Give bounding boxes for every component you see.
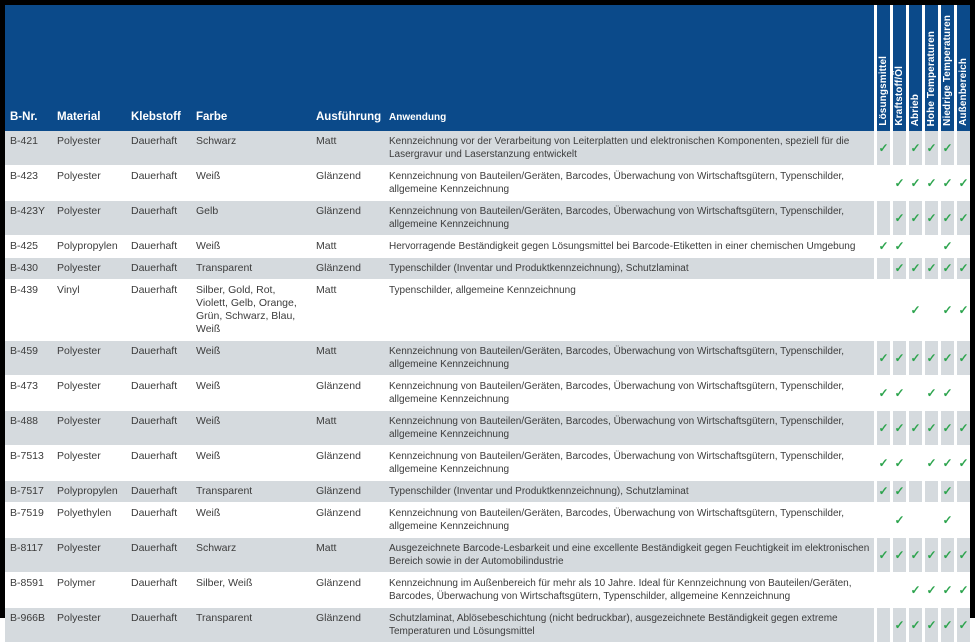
check-column-label: Lösungsmittel (878, 56, 889, 126)
checkmark-icon: ✓ (954, 280, 970, 340)
cell-anwendung: Kennzeichnung von Bauteilen/Geräten, Barcodes, Überwachung von Wirtschaftsgütern, Typenschilder, allgemeine Kennzeichnung (389, 508, 845, 532)
check-column-header (938, 5, 954, 131)
checkmark-icon: ✓ (906, 538, 922, 572)
cell-ausfuehrung: Glänzend (316, 485, 361, 497)
checkmark-empty (922, 236, 938, 257)
cell-klebstoff: Dauerhaft (131, 485, 178, 497)
cell-material: Polyester (57, 345, 101, 357)
checkmark-icon: ✓ (954, 201, 970, 235)
checkmark-icon: ✓ (874, 341, 890, 375)
checkmark-icon: ✓ (922, 131, 938, 165)
cell-anwendung: Kennzeichnung vor der Verarbeitung von Leiterplatten und elektronischen Komponenten, speziell für die Lasergravur und Laserstanzung entwickelt (389, 136, 850, 160)
cell-anwendung: Kennzeichnung von Bauteilen/Geräten, Barcodes, Überwachung von Wirtschaftsgütern, Typenschilder, allgemeine Kennzeichnung (389, 206, 845, 230)
checkmark-empty (954, 503, 970, 537)
checkmark-icon: ✓ (874, 376, 890, 410)
checkmark-icon: ✓ (890, 538, 906, 572)
checkmark-icon: ✓ (906, 131, 922, 165)
cell-ausfuehrung: Matt (316, 284, 337, 296)
cell-anwendung: Ausgezeichnete Barcode-Lesbarkeit und eine excellente Beständigkeit gegen Feuchtigkeit im elektronischen Bereich sowie in der Automobilindustrie (389, 543, 870, 567)
cell-ausfuehrung: Glänzend (316, 450, 361, 462)
checkmark-empty (906, 236, 922, 257)
cell-anwendung: Kennzeichnung im Außenbereich für mehr als 10 Jahre. Ideal für Kennzeichnung von Bauteilen/Geräten, Barcodes, Überwachung von Wirtschaftsgütern, Typenschilder, allgemeine Kennzeichnung (389, 578, 852, 602)
checkmark-icon: ✓ (938, 131, 954, 165)
table-row (5, 131, 970, 166)
checkmark-empty (906, 481, 922, 502)
checkmark-icon: ✓ (938, 411, 954, 445)
checkmark-icon: ✓ (922, 201, 938, 235)
cell-anwendung: Kennzeichnung von Bauteilen/Geräten, Barcodes, Überwachung von Wirtschaftsgütern, Typenschilder, allgemeine Kennzeichnung (389, 346, 845, 370)
cell-klebstoff: Dauerhaft (131, 262, 178, 274)
cell-bnr: B-7519 (10, 507, 44, 519)
cell-material: Polyester (57, 415, 101, 427)
column-header-ausfuehrung (311, 5, 384, 131)
cell-farbe: Weiß (196, 507, 221, 519)
column-header-label: Material (57, 111, 101, 123)
checkmark-icon: ✓ (874, 481, 890, 502)
cell-anwendung: Typenschilder (Inventar und Produktkennzeichnung), Schutzlaminat (389, 486, 689, 497)
checkmark-icon: ✓ (890, 503, 906, 537)
checkmark-empty (874, 503, 890, 537)
checkmark-empty (954, 481, 970, 502)
cell-material: Polyester (57, 262, 101, 274)
checkmark-icon: ✓ (938, 481, 954, 502)
checkmark-empty (922, 280, 938, 340)
checkmark-empty (954, 131, 970, 165)
cell-bnr: B-7517 (10, 485, 44, 497)
cell-farbe: Transparent (196, 485, 253, 497)
cell-farbe: Silber, Gold, Rot, Violett, Gelb, Orange, Grün, Schwarz, Blau, Weiß (196, 284, 297, 335)
cell-material: Polyester (57, 612, 101, 624)
table-header (5, 5, 970, 131)
checkmark-icon: ✓ (874, 411, 890, 445)
check-column-label: Außenbereich (958, 58, 969, 126)
table-row (5, 341, 970, 376)
cell-ausfuehrung: Matt (316, 345, 337, 357)
cell-farbe: Weiß (196, 415, 221, 427)
checkmark-icon: ✓ (938, 201, 954, 235)
cell-bnr: B-425 (10, 240, 39, 252)
checkmark-icon: ✓ (890, 376, 906, 410)
checkmark-empty (874, 201, 890, 235)
cell-bnr: B-423Y (10, 205, 46, 217)
cell-bnr: B-966B (10, 612, 46, 624)
check-column-label: Abrieb (910, 93, 921, 126)
table-row (5, 446, 970, 481)
check-column-label: Niedrige Temperaturen (942, 15, 953, 126)
checkmark-icon: ✓ (890, 341, 906, 375)
checkmark-icon: ✓ (890, 201, 906, 235)
cell-klebstoff: Dauerhaft (131, 450, 178, 462)
checkmark-icon: ✓ (890, 608, 906, 642)
cell-ausfuehrung: Glänzend (316, 262, 361, 274)
checkmark-icon: ✓ (938, 503, 954, 537)
cell-bnr: B-8117 (10, 542, 44, 554)
cell-farbe: Weiß (196, 380, 221, 392)
checkmark-icon: ✓ (922, 166, 938, 200)
checkmark-icon: ✓ (906, 411, 922, 445)
cell-bnr: B-421 (10, 135, 39, 147)
column-header-label: Farbe (196, 111, 228, 123)
checkmark-empty (906, 376, 922, 410)
checkmark-icon: ✓ (922, 446, 938, 480)
cell-anwendung: Hervorragende Beständigkeit gegen Lösungsmittel bei Barcode-Etiketten in einer chemischen Umgebung (389, 241, 856, 252)
cell-material: Polyester (57, 170, 101, 182)
checkmark-empty (906, 446, 922, 480)
checkmark-empty (874, 280, 890, 340)
cell-anwendung: Kennzeichnung von Bauteilen/Geräten, Barcodes, Überwachung von Wirtschaftsgütern, Typenschilder, allgemeine Kennzeichnung (389, 171, 845, 195)
checkmark-icon: ✓ (938, 258, 954, 279)
table-row (5, 258, 970, 280)
cell-ausfuehrung: Glänzend (316, 612, 361, 624)
cell-anwendung: Kennzeichnung von Bauteilen/Geräten, Barcodes, Überwachung von Wirtschaftsgütern, Typenschilder, allgemeine Kennzeichnung (389, 451, 845, 475)
cell-bnr: B-8591 (10, 577, 44, 589)
cell-farbe: Weiß (196, 450, 221, 462)
cell-bnr: B-473 (10, 380, 39, 392)
table-row (5, 538, 970, 573)
cell-anwendung: Kennzeichnung von Bauteilen/Geräten, Barcodes, Überwachung von Wirtschaftsgütern, Typenschilder, allgemeine Kennzeichnung (389, 416, 845, 440)
column-header-label: B-Nr. (10, 111, 38, 123)
cell-klebstoff: Dauerhaft (131, 380, 178, 392)
cell-farbe: Weiß (196, 345, 221, 357)
checkmark-icon: ✓ (874, 236, 890, 257)
cell-bnr: B-430 (10, 262, 39, 274)
cell-material: Polyester (57, 542, 101, 554)
cell-material: Vinyl (57, 284, 80, 296)
check-column-header (874, 5, 890, 131)
column-header-farbe (191, 5, 311, 131)
cell-bnr: B-439 (10, 284, 39, 296)
checkmark-icon: ✓ (922, 538, 938, 572)
checkmark-icon: ✓ (938, 280, 954, 340)
table-row (5, 503, 970, 538)
checkmark-icon: ✓ (890, 258, 906, 279)
checkmark-empty (922, 503, 938, 537)
checkmark-icon: ✓ (938, 236, 954, 257)
cell-klebstoff: Dauerhaft (131, 170, 178, 182)
cell-farbe: Schwarz (196, 542, 237, 554)
checkmark-icon: ✓ (874, 446, 890, 480)
checkmark-icon: ✓ (906, 166, 922, 200)
material-spec-table (5, 5, 970, 637)
checkmark-empty (890, 280, 906, 340)
checkmark-empty (874, 608, 890, 642)
column-header-label: Klebstoff (131, 111, 181, 123)
cell-farbe: Transparent (196, 612, 253, 624)
table-row (5, 166, 970, 201)
checkmark-icon: ✓ (954, 573, 970, 607)
cell-klebstoff: Dauerhaft (131, 284, 178, 296)
cell-klebstoff: Dauerhaft (131, 507, 178, 519)
checkmark-icon: ✓ (874, 131, 890, 165)
checkmark-icon: ✓ (906, 258, 922, 279)
column-header-label: Ausführung (316, 111, 382, 123)
checkmark-empty (922, 481, 938, 502)
checkmark-icon: ✓ (906, 280, 922, 340)
checkmark-icon: ✓ (938, 166, 954, 200)
cell-bnr: B-488 (10, 415, 39, 427)
checkmark-icon: ✓ (874, 538, 890, 572)
table-row (5, 236, 970, 258)
checkmark-empty (890, 573, 906, 607)
cell-material: Polyester (57, 205, 101, 217)
cell-material: Polyester (57, 380, 101, 392)
checkmark-icon: ✓ (890, 446, 906, 480)
checkmark-icon: ✓ (922, 341, 938, 375)
cell-ausfuehrung: Glänzend (316, 507, 361, 519)
cell-ausfuehrung: Matt (316, 415, 337, 427)
column-header-bnr (5, 5, 52, 131)
table-row (5, 280, 970, 341)
checkmark-empty (954, 236, 970, 257)
checkmark-icon: ✓ (922, 376, 938, 410)
cell-material: Polypropylen (57, 485, 118, 497)
cell-anwendung: Typenschilder (Inventar und Produktkennzeichnung), Schutzlaminat (389, 263, 689, 274)
table-row (5, 376, 970, 411)
table-row (5, 411, 970, 446)
checkmark-icon: ✓ (954, 411, 970, 445)
checkmark-empty (906, 503, 922, 537)
checkmark-icon: ✓ (906, 573, 922, 607)
column-header-material (52, 5, 126, 131)
cell-farbe: Gelb (196, 205, 219, 217)
cell-klebstoff: Dauerhaft (131, 577, 178, 589)
cell-anwendung: Typenschilder, allgemeine Kennzeichnung (389, 285, 576, 296)
cell-farbe: Schwarz (196, 135, 237, 147)
checkmark-icon: ✓ (922, 608, 938, 642)
cell-bnr: B-459 (10, 345, 39, 357)
cell-klebstoff: Dauerhaft (131, 415, 178, 427)
checkmark-icon: ✓ (890, 166, 906, 200)
checkmark-icon: ✓ (906, 608, 922, 642)
checkmark-empty (954, 376, 970, 410)
cell-ausfuehrung: Matt (316, 135, 337, 147)
cell-farbe: Weiß (196, 170, 221, 182)
cell-bnr: B-423 (10, 170, 39, 182)
column-header-klebstoff (126, 5, 191, 131)
checkmark-icon: ✓ (938, 573, 954, 607)
cell-ausfuehrung: Glänzend (316, 170, 361, 182)
checkmark-icon: ✓ (954, 258, 970, 279)
checkmark-icon: ✓ (890, 481, 906, 502)
check-column-header (922, 5, 938, 131)
check-column-label: Hohe Temperaturen (926, 30, 937, 126)
cell-ausfuehrung: Glänzend (316, 205, 361, 217)
checkmark-icon: ✓ (906, 201, 922, 235)
cell-klebstoff: Dauerhaft (131, 542, 178, 554)
check-column-header (890, 5, 906, 131)
checkmark-icon: ✓ (922, 411, 938, 445)
table-row (5, 608, 970, 643)
checkmark-icon: ✓ (938, 446, 954, 480)
checkmark-icon: ✓ (938, 341, 954, 375)
cell-ausfuehrung: Matt (316, 542, 337, 554)
column-header-anwendung (384, 5, 874, 131)
cell-material: Polyester (57, 135, 101, 147)
cell-klebstoff: Dauerhaft (131, 612, 178, 624)
cell-ausfuehrung: Glänzend (316, 380, 361, 392)
checkmark-icon: ✓ (938, 538, 954, 572)
checkmark-empty (874, 258, 890, 279)
checkmark-icon: ✓ (906, 341, 922, 375)
cell-farbe: Silber, Weiß (196, 577, 253, 589)
checkmark-icon: ✓ (954, 341, 970, 375)
checkmark-icon: ✓ (954, 446, 970, 480)
checkmark-icon: ✓ (954, 166, 970, 200)
cell-klebstoff: Dauerhaft (131, 240, 178, 252)
check-column-header (906, 5, 922, 131)
checkmark-empty (890, 131, 906, 165)
table-row (5, 201, 970, 236)
cell-farbe: Weiß (196, 240, 221, 252)
column-header-label: Anwendung (389, 112, 447, 123)
checkmark-empty (874, 166, 890, 200)
check-headers (874, 5, 970, 131)
cell-bnr: B-7513 (10, 450, 44, 462)
cell-material: Polyethylen (57, 507, 112, 519)
cell-anwendung: Kennzeichnung von Bauteilen/Geräten, Barcodes, Überwachung von Wirtschaftsgütern, Typenschilder, allgemeine Kennzeichnung (389, 381, 845, 405)
checkmark-icon: ✓ (954, 538, 970, 572)
checkmark-icon: ✓ (938, 608, 954, 642)
check-column-header (954, 5, 970, 131)
checkmark-empty (874, 573, 890, 607)
check-column-label: Kraftstoff/Öl (894, 66, 905, 126)
cell-material: Polyester (57, 450, 101, 462)
checkmark-icon: ✓ (954, 608, 970, 642)
cell-material: Polypropylen (57, 240, 118, 252)
table-row (5, 573, 970, 608)
cell-farbe: Transparent (196, 262, 253, 274)
checkmark-icon: ✓ (938, 376, 954, 410)
cell-klebstoff: Dauerhaft (131, 345, 178, 357)
table-body (5, 131, 970, 643)
cell-klebstoff: Dauerhaft (131, 205, 178, 217)
checkmark-icon: ✓ (890, 411, 906, 445)
cell-ausfuehrung: Glänzend (316, 577, 361, 589)
checkmark-icon: ✓ (922, 258, 938, 279)
checkmark-icon: ✓ (890, 236, 906, 257)
cell-klebstoff: Dauerhaft (131, 135, 178, 147)
table-row (5, 481, 970, 503)
cell-ausfuehrung: Matt (316, 240, 337, 252)
cell-anwendung: Schutzlaminat, Ablösebeschichtung (nicht bedruckbar), ausgezeichnete Beständigkeit gegen extreme Temperaturen und Lösungsmittel (389, 613, 838, 637)
cell-material: Polymer (57, 577, 96, 589)
checkmark-icon: ✓ (922, 573, 938, 607)
